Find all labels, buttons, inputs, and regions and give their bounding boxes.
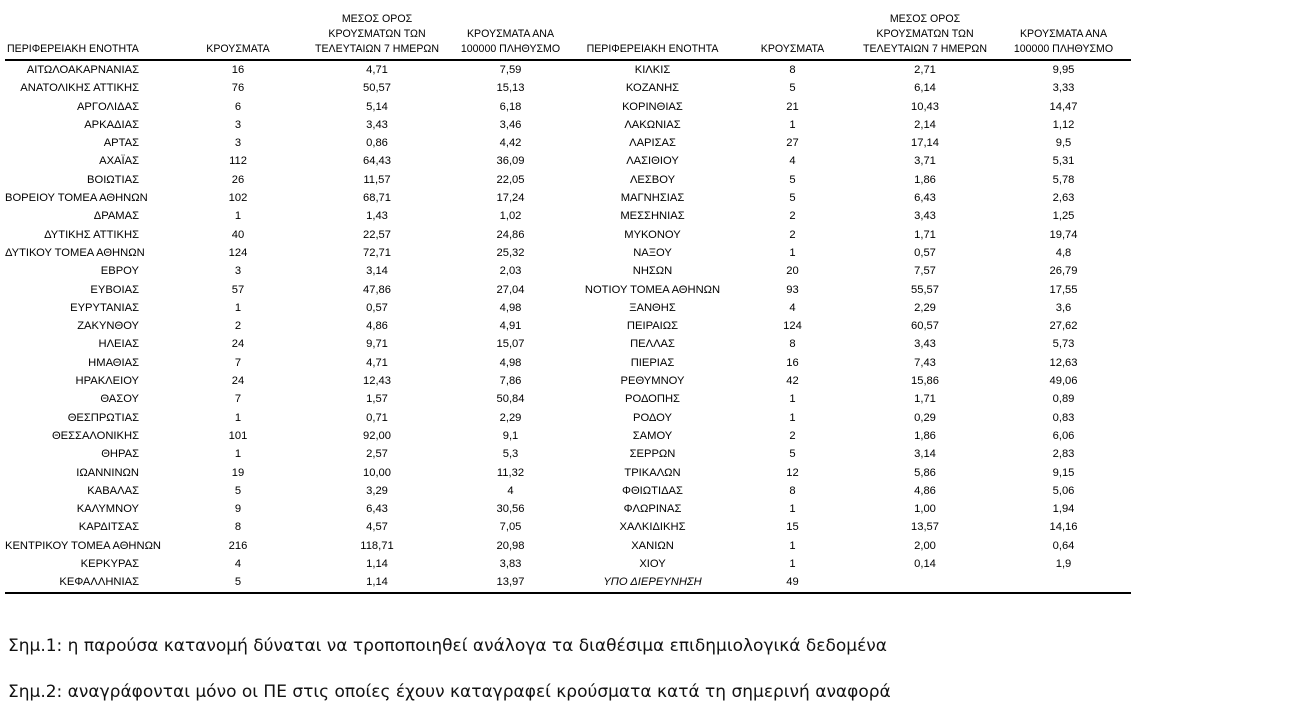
region-name: ΗΛΕΙΑΣ bbox=[98, 338, 139, 351]
avg-7day-value: 3,29 bbox=[366, 484, 388, 497]
region-name: ΔΥΤΙΚΟΥ ΤΟΜΕΑ ΑΘΗΝΩΝ bbox=[5, 246, 145, 259]
avg-7day-value: 0,14 bbox=[914, 558, 936, 571]
avg-7day-value: 10,00 bbox=[363, 466, 391, 479]
per-100k-value: 27,04 bbox=[496, 283, 525, 296]
per-100k-value: 5,73 bbox=[1052, 338, 1075, 351]
per-100k-value: 14,47 bbox=[1049, 100, 1078, 113]
cases-value: 8 bbox=[789, 484, 796, 497]
region-name: ΛΕΣΒΟΥ bbox=[629, 173, 676, 186]
avg-7day-value: 4,86 bbox=[914, 484, 936, 497]
cases-value: 57 bbox=[231, 283, 245, 296]
region-name: ΝΗΣΩΝ bbox=[632, 265, 673, 278]
avg-7day-value: 1,86 bbox=[914, 173, 936, 186]
avg-7day-value: 68,71 bbox=[363, 192, 391, 205]
region-name: ΑΙΤΩΛΟΑΚΑΡΝΑΝΙΑΣ bbox=[26, 64, 139, 76]
cases-value: 3 bbox=[234, 118, 242, 131]
per-100k-value: 26,79 bbox=[1049, 265, 1078, 278]
per-100k-value: 4,91 bbox=[499, 320, 522, 333]
per-100k-value: 22,05 bbox=[496, 173, 525, 186]
per-100k-value: 19,74 bbox=[1049, 228, 1078, 241]
region-name: ΕΥΡΥΤΑΝΙΑΣ bbox=[70, 301, 139, 314]
per-100k-value: 9,5 bbox=[1055, 137, 1072, 150]
per-100k-value: 14,16 bbox=[1049, 521, 1078, 534]
cases-value: 40 bbox=[231, 228, 245, 241]
avg-7day-value: 1,43 bbox=[366, 210, 388, 223]
header-region: ΠΕΡΙΦΕΡΕΙΑΚΗ ΕΝΟΤΗΤΑ bbox=[5, 10, 169, 60]
cases-value: 4 bbox=[789, 301, 796, 314]
per-100k-value: 3,33 bbox=[1052, 82, 1075, 95]
cases-value: 8 bbox=[789, 64, 796, 76]
region-name: ΚΕΝΤΡΙΚΟΥ ΤΟΜΕΑ ΑΘΗΝΩΝ bbox=[5, 539, 162, 552]
cases-value: 21 bbox=[786, 100, 799, 113]
table-row bbox=[5, 464, 1131, 482]
region-name: ΞΑΝΘΗΣ bbox=[629, 301, 676, 314]
cases-value: 124 bbox=[783, 320, 802, 333]
per-100k-value: 4,98 bbox=[499, 356, 522, 369]
region-name: ΜΕΣΣΗΝΙΑΣ bbox=[620, 210, 685, 223]
per-100k-value: 17,24 bbox=[496, 192, 525, 205]
cases-value: 27 bbox=[786, 137, 799, 150]
cases-value: 1 bbox=[789, 411, 796, 424]
region-name: ΣΕΡΡΩΝ bbox=[629, 448, 676, 461]
region-name: ΑΡΓΟΛΙΔΑΣ bbox=[76, 100, 139, 113]
per-100k-value: 0,83 bbox=[1052, 411, 1075, 424]
per-100k-value: 3,6 bbox=[1055, 301, 1072, 314]
notes bbox=[8, 634, 891, 726]
avg-7day-value: 60,57 bbox=[911, 320, 939, 333]
avg-7day-value: 1,00 bbox=[914, 503, 936, 516]
table-row bbox=[5, 60, 1131, 79]
header-per-100k-2: ΚΡΟΥΣΜΑΤΑ ΑΝΑ 100000 ΠΛΗΘΥΣΜΟ bbox=[996, 10, 1131, 60]
region-name: ΑΡΤΑΣ bbox=[103, 137, 139, 150]
cases-value: 1 bbox=[789, 246, 796, 259]
cases-value: 2 bbox=[789, 429, 796, 442]
table-row bbox=[5, 116, 1131, 134]
region-name: ΣΑΜΟΥ bbox=[632, 429, 673, 442]
avg-7day-value: 2,14 bbox=[914, 118, 936, 131]
note-2: Σημ.2: αναγράφονται μόνο οι ΠΕ στις οποίες έχουν καταγραφεί κρούσματα κατά τη σημερινή αναφορά bbox=[8, 682, 891, 702]
region-name: ΧΑΝΙΩΝ bbox=[631, 539, 674, 552]
per-100k-value: 1,9 bbox=[1055, 558, 1072, 571]
per-100k-value: 9,95 bbox=[1052, 64, 1075, 76]
per-100k-value: 17,55 bbox=[1049, 283, 1078, 296]
cases-value: 1 bbox=[234, 448, 242, 461]
per-100k-value: 25,32 bbox=[496, 246, 525, 259]
avg-7day-value: 5,14 bbox=[366, 100, 388, 113]
region-name: ΡΟΔΟΠΗΣ bbox=[625, 393, 680, 406]
cases-table bbox=[5, 10, 1131, 594]
cases-value: 5 bbox=[789, 448, 796, 461]
avg-7day-value: 0,57 bbox=[366, 301, 388, 314]
per-100k-value: 15,07 bbox=[496, 338, 525, 351]
cases-value: 24 bbox=[231, 338, 245, 351]
avg-7day-value: 12,43 bbox=[363, 375, 391, 388]
avg-7day-value: 7,43 bbox=[914, 356, 936, 369]
region-name: ΜΥΚΟΝΟΥ bbox=[624, 228, 681, 241]
table-row bbox=[5, 317, 1131, 335]
region-name: ΕΒΡΟΥ bbox=[100, 265, 139, 278]
region-name: ΝΟΤΙΟΥ ΤΟΜΕΑ ΑΘΗΝΩΝ bbox=[584, 283, 721, 296]
per-100k-value: 49,06 bbox=[1049, 375, 1078, 388]
avg-7day-value: 3,14 bbox=[914, 448, 936, 461]
per-100k-value: 0,89 bbox=[1052, 393, 1075, 406]
table-row bbox=[5, 537, 1131, 555]
cases-value: 1 bbox=[234, 210, 242, 223]
cases-value: 2 bbox=[234, 320, 242, 333]
region-name: ΖΑΚΥΝΘΟΥ bbox=[77, 320, 139, 333]
table-row bbox=[5, 390, 1131, 408]
region-name: ΥΠΟ ΔΙΕΡΕΥΝΗΣΗ bbox=[574, 573, 731, 592]
cases-value: 93 bbox=[786, 283, 799, 296]
region-name: ΧΑΛΚΙΔΙΚΗΣ bbox=[619, 521, 686, 534]
table-row bbox=[5, 427, 1131, 445]
cases-value: 20 bbox=[786, 265, 799, 278]
region-name: ΚΑΛΥΜΝΟΥ bbox=[76, 503, 139, 516]
table-row bbox=[5, 482, 1131, 500]
region-name: ΡΕΘΥΜΝΟΥ bbox=[620, 375, 685, 388]
avg-7day-value: 55,57 bbox=[911, 283, 939, 296]
cases-value: 5 bbox=[789, 82, 796, 95]
region-name: ΗΡΑΚΛΕΙΟΥ bbox=[75, 375, 139, 388]
per-100k-value: 24,86 bbox=[496, 228, 525, 241]
region-name: ΚΑΒΑΛΑΣ bbox=[87, 484, 139, 497]
table-row bbox=[5, 189, 1131, 207]
cases-value: 12 bbox=[786, 466, 799, 479]
avg-7day-value: 50,57 bbox=[363, 82, 391, 95]
region-name: ΚΟΡΙΝΘΙΑΣ bbox=[622, 100, 683, 113]
cases-value: 1 bbox=[789, 393, 796, 406]
cases-value: 112 bbox=[229, 155, 247, 168]
region-name: ΤΡΙΚΑΛΩΝ bbox=[624, 466, 681, 479]
cases-value: 102 bbox=[228, 192, 248, 205]
per-100k-value: 2,83 bbox=[1052, 448, 1075, 461]
region-name: ΘΕΣΣΑΛΟΝΙΚΗΣ bbox=[51, 429, 139, 442]
cases-value: 15 bbox=[786, 521, 799, 534]
per-100k-value: 2,03 bbox=[499, 265, 522, 278]
region-name: ΡΟΔΟΥ bbox=[633, 411, 672, 424]
cases-value: 6 bbox=[234, 100, 242, 113]
table-row bbox=[5, 445, 1131, 463]
per-100k-value: 3,46 bbox=[499, 118, 522, 131]
per-100k-value: 7,86 bbox=[499, 375, 522, 388]
cases-value: 8 bbox=[234, 521, 242, 534]
cases-value: 1 bbox=[234, 411, 242, 424]
table-row bbox=[5, 573, 1131, 592]
avg-7day-value: 118,71 bbox=[360, 539, 394, 552]
region-name: ΒΟΙΩΤΙΑΣ bbox=[87, 173, 139, 186]
per-100k-value: 1,12 bbox=[1052, 118, 1075, 131]
table-row bbox=[5, 335, 1131, 353]
region-name: ΑΡΚΑΔΙΑΣ bbox=[84, 118, 139, 131]
per-100k-value: 30,56 bbox=[496, 503, 525, 516]
region-name: ΘΑΣΟΥ bbox=[100, 393, 139, 406]
header-region-2: ΠΕΡΙΦΕΡΕΙΑΚΗ ΕΝΟΤΗΤΑ bbox=[574, 10, 731, 60]
avg-7day-value: 11,57 bbox=[363, 173, 391, 186]
per-100k-value: 6,06 bbox=[1052, 429, 1075, 442]
per-100k-value: 5,06 bbox=[1052, 484, 1075, 497]
cases-value: 5 bbox=[169, 573, 307, 592]
per-100k-value: 7,05 bbox=[499, 521, 522, 534]
per-100k-value: 5,3 bbox=[502, 448, 519, 461]
cases-value: 42 bbox=[786, 375, 799, 388]
cases-value: 1 bbox=[234, 301, 242, 314]
region-name: ΠΙΕΡΙΑΣ bbox=[630, 356, 675, 369]
avg-7day-value: 1,86 bbox=[914, 429, 936, 442]
region-name: ΚΕΡΚΥΡΑΣ bbox=[80, 558, 139, 571]
note-1: Σημ.1: η παρούσα κατανομή δύναται να τροποποιηθεί ανάλογα τα διαθέσιμα επιδημιολογικά δεδομένα bbox=[8, 636, 887, 656]
per-100k-value: 2,29 bbox=[499, 411, 522, 424]
avg-7day-value: 3,43 bbox=[366, 118, 388, 131]
region-name: ΠΕΙΡΑΙΩΣ bbox=[626, 320, 679, 333]
region-name: ΦΘΙΩΤΙΔΑΣ bbox=[622, 484, 683, 497]
region-name: ΙΩΑΝΝΙΝΩΝ bbox=[76, 466, 139, 479]
per-100k-value: 9,1 bbox=[502, 429, 519, 442]
avg-7day-value: 6,43 bbox=[366, 503, 388, 516]
table-row bbox=[5, 262, 1131, 280]
per-100k-value: 1,02 bbox=[499, 210, 522, 223]
table-row bbox=[5, 299, 1131, 317]
per-100k-value: 50,84 bbox=[496, 393, 525, 406]
avg-7day-value: 3,43 bbox=[914, 210, 936, 223]
per-100k-value: 5,31 bbox=[1052, 155, 1075, 168]
per-100k-value: 0,64 bbox=[1052, 539, 1075, 552]
cases-value: 1 bbox=[789, 558, 796, 571]
table-row bbox=[5, 98, 1131, 116]
cases-value: 101 bbox=[228, 429, 248, 442]
table-row bbox=[5, 354, 1131, 372]
cases-value: 5 bbox=[234, 484, 242, 497]
avg-7day-value: 13,57 bbox=[911, 521, 939, 534]
header-cases-2: ΚΡΟΥΣΜΑΤΑ bbox=[731, 10, 854, 60]
per-100k-value bbox=[996, 573, 1131, 592]
per-100k-value: 4,42 bbox=[499, 137, 522, 150]
region-name: ΛΑΚΩΝΙΑΣ bbox=[624, 118, 681, 131]
avg-7day-value: 2,57 bbox=[366, 448, 388, 461]
cases-value: 1 bbox=[789, 118, 796, 131]
region-name: ΕΥΒΟΙΑΣ bbox=[90, 283, 139, 296]
table-row bbox=[5, 409, 1131, 427]
per-100k-value: 20,98 bbox=[496, 539, 525, 552]
cases-value: 16 bbox=[786, 356, 799, 369]
avg-7day-value: 4,86 bbox=[366, 320, 388, 333]
per-100k-value: 1,25 bbox=[1052, 210, 1075, 223]
cases-value: 1 bbox=[789, 539, 796, 552]
region-name: ΝΑΞΟΥ bbox=[633, 246, 672, 259]
avg-7day-value: 0,86 bbox=[366, 137, 388, 150]
per-100k-value: 15,13 bbox=[496, 82, 525, 95]
cases-value: 1 bbox=[789, 503, 796, 516]
per-100k-value: 27,62 bbox=[1049, 320, 1078, 333]
avg-7day-value: 9,71 bbox=[366, 338, 388, 351]
avg-7day-value: 92,00 bbox=[363, 429, 391, 442]
cases-value: 8 bbox=[789, 338, 796, 351]
cases-value: 24 bbox=[231, 375, 245, 388]
avg-7day-value: 6,14 bbox=[914, 82, 936, 95]
avg-7day-value: 4,57 bbox=[366, 521, 388, 534]
region-name: ΔΥΤΙΚΗΣ ΑΤΤΙΚΗΣ bbox=[44, 228, 139, 241]
region-name: ΠΕΛΛΑΣ bbox=[630, 338, 675, 351]
header-avg-2: ΜΕΣΟΣ ΟΡΟΣ ΚΡΟΥΣΜΑΤΩΝ ΤΩΝ ΤΕΛΕΥΤΑΙΩΝ 7 ΗΜΕΡΩΝ bbox=[854, 10, 996, 60]
cases-value: 216 bbox=[228, 539, 248, 552]
per-100k-value: 7,59 bbox=[499, 64, 522, 76]
avg-7day-value: 0,57 bbox=[914, 246, 936, 259]
per-100k-value: 36,09 bbox=[496, 155, 525, 168]
per-100k-value: 1,94 bbox=[1052, 503, 1075, 516]
avg-7day-value: 72,71 bbox=[363, 246, 391, 259]
avg-7day-value: 3,43 bbox=[914, 338, 936, 351]
cases-value: 124 bbox=[228, 246, 248, 259]
per-100k-value: 4 bbox=[507, 484, 514, 497]
avg-7day-value: 1,14 bbox=[307, 573, 447, 592]
region-name: ΚΟΖΑΝΗΣ bbox=[625, 82, 680, 95]
cases-value: 19 bbox=[231, 466, 245, 479]
table-row bbox=[5, 79, 1131, 97]
per-100k-value: 9,15 bbox=[1052, 466, 1075, 479]
header-cases: ΚΡΟΥΣΜΑΤΑ bbox=[169, 10, 307, 60]
region-name: ΘΗΡΑΣ bbox=[101, 448, 139, 461]
avg-7day-value: 1,14 bbox=[366, 558, 388, 571]
avg-7day-value bbox=[854, 573, 996, 592]
cases-value: 26 bbox=[231, 173, 245, 186]
avg-7day-value: 15,86 bbox=[911, 375, 939, 388]
per-100k-value: 13,97 bbox=[447, 573, 574, 592]
avg-7day-value: 6,43 bbox=[914, 192, 936, 205]
cases-value: 4 bbox=[789, 155, 796, 168]
avg-7day-value: 1,71 bbox=[914, 393, 936, 406]
region-name: ΑΝΑΤΟΛΙΚΗΣ ΑΤΤΙΚΗΣ bbox=[20, 82, 139, 95]
avg-7day-value: 10,43 bbox=[911, 100, 939, 113]
region-name: ΛΑΡΙΣΑΣ bbox=[629, 137, 676, 150]
per-100k-value: 2,63 bbox=[1052, 192, 1075, 205]
avg-7day-value: 1,71 bbox=[914, 228, 936, 241]
cases-value: 49 bbox=[731, 573, 854, 592]
cases-value: 4 bbox=[234, 558, 242, 571]
cases-value: 5 bbox=[789, 192, 796, 205]
avg-7day-value: 47,86 bbox=[363, 283, 391, 296]
per-100k-value: 4,8 bbox=[1055, 246, 1072, 259]
cases-value: 7 bbox=[234, 356, 242, 369]
region-name: ΦΛΩΡΙΝΑΣ bbox=[623, 503, 682, 516]
per-100k-value: 6,18 bbox=[499, 100, 522, 113]
avg-7day-value: 0,71 bbox=[366, 411, 388, 424]
avg-7day-value: 0,29 bbox=[914, 411, 936, 424]
region-name: ΒΟΡΕΙΟΥ ΤΟΜΕΑ ΑΘΗΝΩΝ bbox=[5, 192, 148, 205]
avg-7day-value: 2,29 bbox=[914, 301, 936, 314]
avg-7day-value: 17,14 bbox=[911, 137, 939, 150]
region-name: ΔΡΑΜΑΣ bbox=[93, 210, 139, 223]
table-row bbox=[5, 244, 1131, 262]
avg-7day-value: 64,43 bbox=[363, 155, 391, 168]
cases-value: 9 bbox=[234, 503, 242, 516]
region-name: ΚΑΡΔΙΤΣΑΣ bbox=[78, 521, 139, 534]
table-row bbox=[5, 518, 1131, 536]
avg-7day-value: 2,71 bbox=[914, 64, 936, 76]
cases-value: 16 bbox=[231, 64, 245, 76]
table-row bbox=[5, 207, 1131, 225]
avg-7day-value: 2,00 bbox=[914, 539, 936, 552]
table-row bbox=[5, 281, 1131, 299]
avg-7day-value: 1,57 bbox=[366, 393, 388, 406]
region-name: ΑΧΑΪΑΣ bbox=[99, 155, 139, 168]
header-per-100k: ΚΡΟΥΣΜΑΤΑ ΑΝΑ 100000 ΠΛΗΘΥΣΜΟ bbox=[447, 10, 574, 60]
cases-value: 2 bbox=[789, 210, 796, 223]
avg-7day-value: 5,86 bbox=[914, 466, 936, 479]
table-row bbox=[5, 226, 1131, 244]
avg-7day-value: 4,71 bbox=[366, 356, 388, 369]
avg-7day-value: 22,57 bbox=[363, 228, 391, 241]
region-name: ΛΑΣΙΘΙΟΥ bbox=[626, 155, 679, 168]
cases-value: 5 bbox=[789, 173, 796, 186]
region-name: ΘΕΣΠΡΩΤΙΑΣ bbox=[67, 411, 139, 424]
region-name: ΧΙΟΥ bbox=[639, 558, 666, 571]
region-name: ΗΜΑΘΙΑΣ bbox=[88, 356, 139, 369]
avg-7day-value: 4,71 bbox=[366, 64, 388, 76]
avg-7day-value: 3,14 bbox=[366, 265, 388, 278]
table-row bbox=[5, 152, 1131, 170]
header-avg: ΜΕΣΟΣ ΟΡΟΣ ΚΡΟΥΣΜΑΤΩΝ ΤΩΝ ΤΕΛΕΥΤΑΙΩΝ 7 ΗΜΕΡΩΝ bbox=[307, 10, 447, 60]
per-100k-value: 4,98 bbox=[499, 301, 522, 314]
table-row bbox=[5, 500, 1131, 518]
table-header bbox=[5, 10, 1131, 60]
per-100k-value: 3,83 bbox=[499, 558, 522, 571]
table-row bbox=[5, 555, 1131, 573]
region-name: ΚΕΦΑΛΛΗΝΙΑΣ bbox=[5, 573, 169, 592]
avg-7day-value: 3,71 bbox=[914, 155, 936, 168]
per-100k-value: 5,78 bbox=[1052, 173, 1075, 186]
cases-value: 7 bbox=[234, 393, 242, 406]
table-row bbox=[5, 171, 1131, 189]
region-name: ΜΑΓΝΗΣΙΑΣ bbox=[620, 192, 685, 205]
avg-7day-value: 7,57 bbox=[914, 265, 936, 278]
cases-value: 2 bbox=[789, 228, 796, 241]
per-100k-value: 11,32 bbox=[496, 466, 525, 479]
per-100k-value: 12,63 bbox=[1049, 356, 1078, 369]
table-row bbox=[5, 134, 1131, 152]
cases-value: 3 bbox=[234, 137, 242, 150]
table-row bbox=[5, 372, 1131, 390]
cases-value: 3 bbox=[234, 265, 242, 278]
cases-value: 76 bbox=[231, 82, 245, 95]
table-body bbox=[5, 60, 1131, 593]
region-name: ΚΙΛΚΙΣ bbox=[634, 64, 671, 76]
